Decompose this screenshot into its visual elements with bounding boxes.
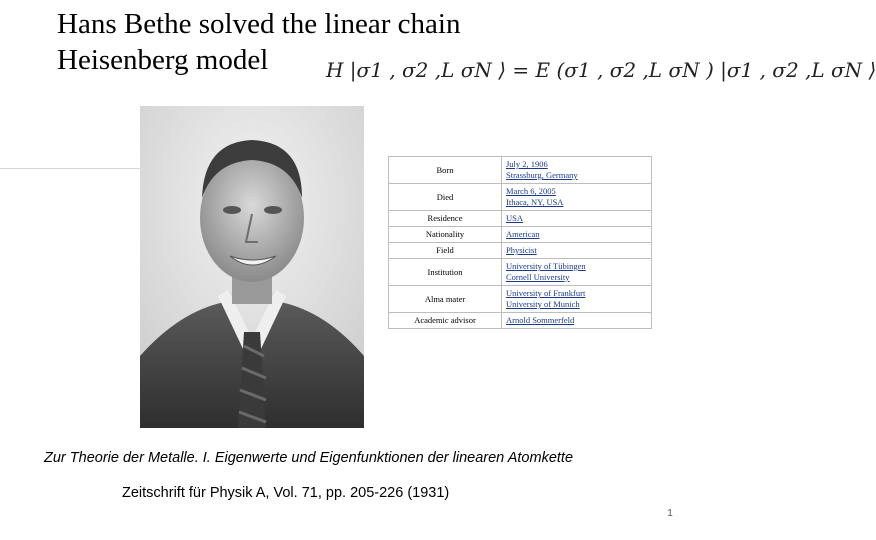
infobox-label: Academic advisor <box>389 313 502 329</box>
infobox-label: Nationality <box>389 227 502 243</box>
portrait-icon <box>140 106 364 428</box>
born-date-link[interactable]: July 2, 1906 <box>506 159 548 169</box>
eigenvalue-equation: H |σ1 , σ2 ,L σN ⟩ = E (σ1 , σ2 ,L σN ) |σ1 , σ2 ,L σN ⟩ <box>326 58 876 82</box>
died-place-link[interactable]: Ithaca, NY, USA <box>506 197 564 207</box>
infobox-row-residence <box>389 211 652 227</box>
alma-mater-link-2[interactable]: University of Munich <box>506 299 580 309</box>
slide-title-line-1: Hans Bethe solved the linear chain <box>57 8 461 40</box>
slide-title-line-2: Heisenberg model <box>57 44 269 76</box>
infobox-label: Institution <box>389 259 502 286</box>
paper-title: Zur Theorie der Metalle. I. Eigenwerte und Eigenfunktionen der linearen Atomkette <box>44 450 574 466</box>
infobox-label: Field <box>389 243 502 259</box>
infobox-row-nationality <box>389 227 652 243</box>
infobox-label: Died <box>389 184 502 211</box>
infobox-label: Alma mater <box>389 286 502 313</box>
slide-page-number: 1 <box>667 508 673 519</box>
infobox-row-died <box>389 184 652 211</box>
nationality-link[interactable]: American <box>506 229 540 239</box>
died-date-link[interactable]: March 6, 2005 <box>506 186 556 196</box>
infobox-label: Born <box>389 157 502 184</box>
infobox-row-field <box>389 243 652 259</box>
born-place-link[interactable]: Strassburg, Germany <box>506 170 578 180</box>
infobox-row-alma-mater <box>389 286 652 313</box>
infobox-row-academic-advisor <box>389 313 652 329</box>
paper-citation: Zeitschrift für Physik A, Vol. 71, pp. 205-226 (1931) <box>122 485 450 501</box>
institution-link-1[interactable]: University of Tübingen <box>506 261 586 271</box>
residence-link[interactable]: USA <box>506 213 524 223</box>
slide-title <box>57 6 461 78</box>
alma-mater-link-1[interactable]: University of Frankfurt <box>506 288 586 298</box>
infobox-label: Residence <box>389 211 502 227</box>
infobox-row-born <box>389 157 652 184</box>
institution-link-2[interactable]: Cornell University <box>506 272 570 282</box>
portrait-photo <box>140 106 364 428</box>
biography-infobox <box>388 156 652 329</box>
field-link[interactable]: Physicist <box>506 245 537 255</box>
academic-advisor-link[interactable]: Arnold Sommerfeld <box>506 315 575 325</box>
infobox-row-institution <box>389 259 652 286</box>
